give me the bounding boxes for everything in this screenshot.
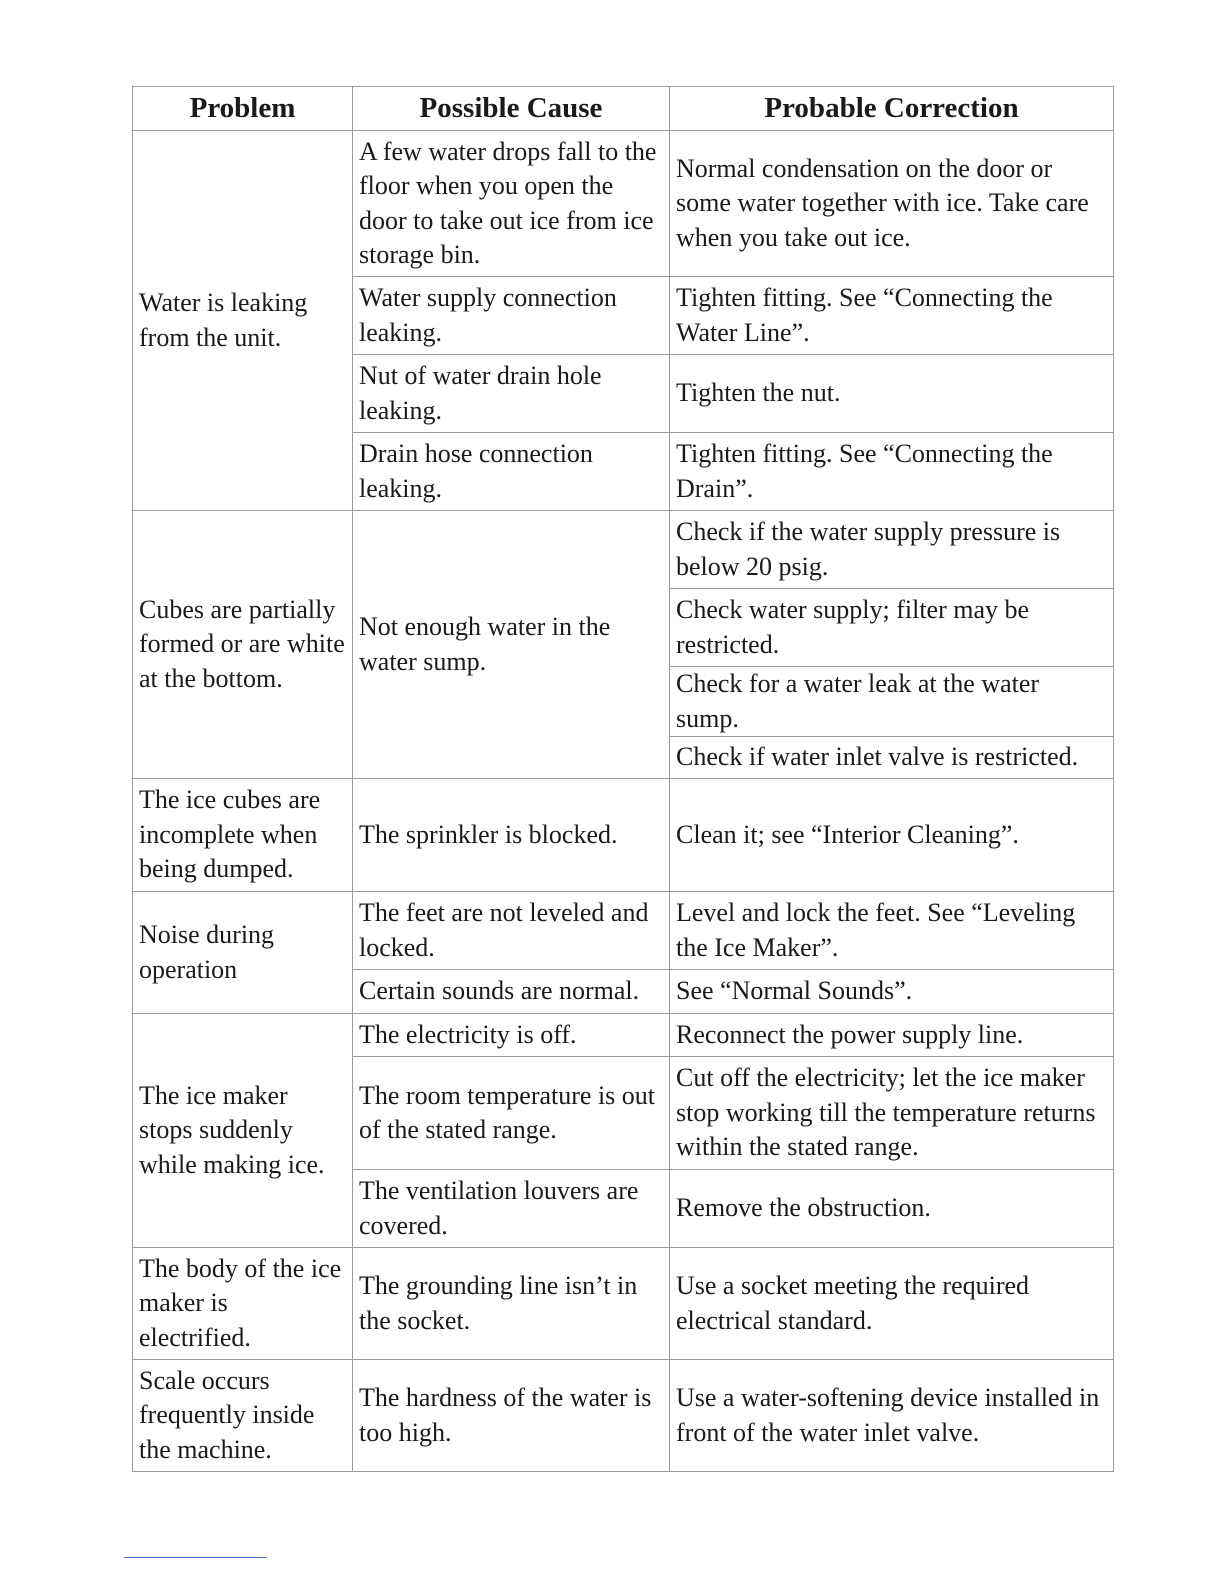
problem-cell: The body of the ice maker is electrified.	[133, 1248, 353, 1360]
table-row	[133, 511, 1114, 589]
cause-cell: The electricity is off.	[353, 1014, 670, 1057]
cause-cell: A few water drops fall to the floor when you open the door to take out ice from ice storage bin.	[353, 131, 670, 277]
cause-cell: The ventilation louvers are covered.	[353, 1170, 670, 1248]
correction-cell: Cut off the electricity; let the ice maker stop working till the temperature returns within the stated range.	[670, 1057, 1114, 1170]
footnote-separator	[124, 1557, 267, 1558]
correction-cell: Reconnect the power supply line.	[670, 1014, 1114, 1057]
problem-cell: The ice maker stops suddenly while making ice.	[133, 1014, 353, 1248]
table-row	[133, 1014, 1114, 1057]
correction-cell: Tighten fitting. See “Connecting the Drain”.	[670, 433, 1114, 511]
cause-cell: Drain hose connection leaking.	[353, 433, 670, 511]
problem-cell: Scale occurs frequently inside the machine.	[133, 1360, 353, 1472]
cause-cell: Nut of water drain hole leaking.	[353, 355, 670, 433]
correction-cell: Tighten the nut.	[670, 355, 1114, 433]
cause-cell: The room temperature is out of the stated range.	[353, 1057, 670, 1170]
header-possible-cause: Possible Cause	[353, 87, 670, 131]
correction-cell: Use a water-softening device installed in front of the water inlet valve.	[670, 1360, 1114, 1472]
correction-cell: Normal condensation on the door or some water together with ice. Take care when you take out ice.	[670, 131, 1114, 277]
problem-cell: Noise during operation	[133, 892, 353, 1014]
correction-cell: Level and lock the feet. See “Leveling the Ice Maker”.	[670, 892, 1114, 970]
header-problem: Problem	[133, 87, 353, 131]
table-row	[133, 131, 1114, 277]
cause-cell: Not enough water in the water sump.	[353, 511, 670, 779]
table-row	[133, 892, 1114, 970]
correction-cell: Check if water inlet valve is restricted.	[670, 737, 1114, 779]
correction-cell: Remove the obstruction.	[670, 1170, 1114, 1248]
correction-cell: Check for a water leak at the water sump.	[670, 667, 1114, 737]
cause-cell: Certain sounds are normal.	[353, 970, 670, 1014]
cause-cell: The sprinkler is blocked.	[353, 779, 670, 892]
correction-cell: Check water supply; filter may be restricted.	[670, 589, 1114, 667]
header-row	[133, 87, 1114, 131]
correction-cell: Tighten fitting. See “Connecting the Water Line”.	[670, 277, 1114, 355]
table-row	[133, 1360, 1114, 1472]
header-probable-correction: Probable Correction	[670, 87, 1114, 131]
cause-cell: The hardness of the water is too high.	[353, 1360, 670, 1472]
table-row	[133, 779, 1114, 892]
problem-cell: Water is leaking from the unit.	[133, 131, 353, 511]
troubleshooting-table	[132, 86, 1114, 1472]
problem-cell: The ice cubes are incomplete when being dumped.	[133, 779, 353, 892]
correction-cell: Clean it; see “Interior Cleaning”.	[670, 779, 1114, 892]
table-row	[133, 1248, 1114, 1360]
table-body	[133, 131, 1114, 1472]
cause-cell: Water supply connection leaking.	[353, 277, 670, 355]
cause-cell: The grounding line isn’t in the socket.	[353, 1248, 670, 1360]
correction-cell: Check if the water supply pressure is below 20 psig.	[670, 511, 1114, 589]
cause-cell: The feet are not leveled and locked.	[353, 892, 670, 970]
correction-cell: Use a socket meeting the required electrical standard.	[670, 1248, 1114, 1360]
correction-cell: See “Normal Sounds”.	[670, 970, 1114, 1014]
problem-cell: Cubes are partially formed or are white at the bottom.	[133, 511, 353, 779]
